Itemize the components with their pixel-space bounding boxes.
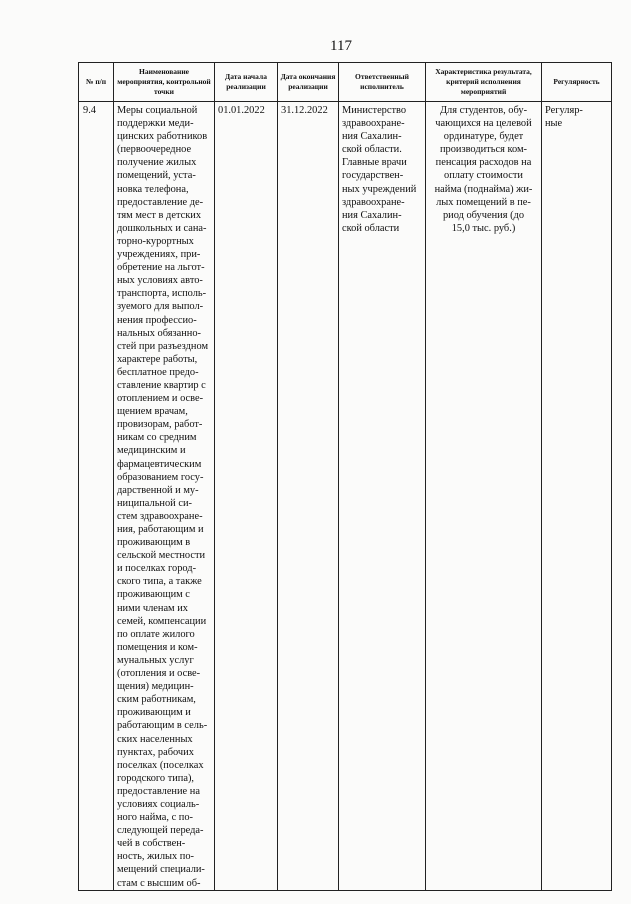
header-start-date: Дата начала реализации (215, 63, 278, 102)
measure-name: Меры социальной поддержки меди- цинских работников (первоочередное получение жилых помещений, уста- новка телефона, предоставление де- тям мест в детских дошкольных и сана- торно-курортных учреждениях, при- обретение на льгот- ных условиях авто- транспорта, исполь- зуемого для выпол- нения профессио- нальных обязанно- стей при разъездном характере работы, бесплатное предо- ставление квартир с отоплением и осве- щением врачам, провизорам, работ- никам со средним медицинским и фармацевтическим образованием госу- дарственной и му- ниципальной си- стем здравоохране- ния, работающим и проживающим в сельской местности и поселках город- ского типа, а также проживающим с ними членам их семей, компенсации по оплате жилого помещения и ком- мунальных услуг (отопления и осве- щения) медицин- ским работникам, проживающим и работающим в сель- ских населенных пунктах, рабочих поселках (поселках городского типа), предоставление на условиях социаль- ного найма, с по- следующей переда- чей в собствен- ность, жилых по- мещений специали- стам с высшим об- (117, 105, 209, 889)
row-number: 9.4 (83, 105, 96, 116)
header-responsible: Ответственный исполнитель (339, 63, 426, 102)
table-header-row (79, 63, 612, 102)
page-number: 117 (330, 38, 352, 54)
measures-table (78, 62, 612, 891)
end-date: 31.12.2022 (281, 105, 328, 116)
table-row (79, 102, 612, 891)
cell-responsible (339, 102, 426, 891)
cell-result (426, 102, 542, 891)
cell-regularity (542, 102, 612, 891)
start-date: 01.01.2022 (218, 105, 265, 116)
responsible-executor: Министерство здравоохране- ния Сахалин- ской области. Главные врачи государствен- ных учреждений здравоохране- ния Сахалин- ской области (342, 105, 417, 234)
regularity-value: Регуляр- ные (545, 105, 583, 130)
header-name: Наименование мероприятия, контрольной точки (114, 63, 215, 102)
cell-end-date (278, 102, 339, 891)
result-description: Для студентов, обу- чающихся на целевой ординатуре, будет производиться ком- пенсация расходов на оплату стоимости найма (поднайма) жи- лых помещений в пе- риод обучения (до 15,0 тыс. руб.) (434, 105, 533, 234)
cell-start-date (215, 102, 278, 891)
header-end-date: Дата окончания реализации (278, 63, 339, 102)
cell-name (114, 102, 215, 891)
cell-number (79, 102, 114, 891)
header-result: Характеристика результата, критерий исполнения мероприятий (426, 63, 542, 102)
header-regularity: Регулярность (542, 63, 612, 102)
header-number: № п/п (79, 63, 114, 102)
